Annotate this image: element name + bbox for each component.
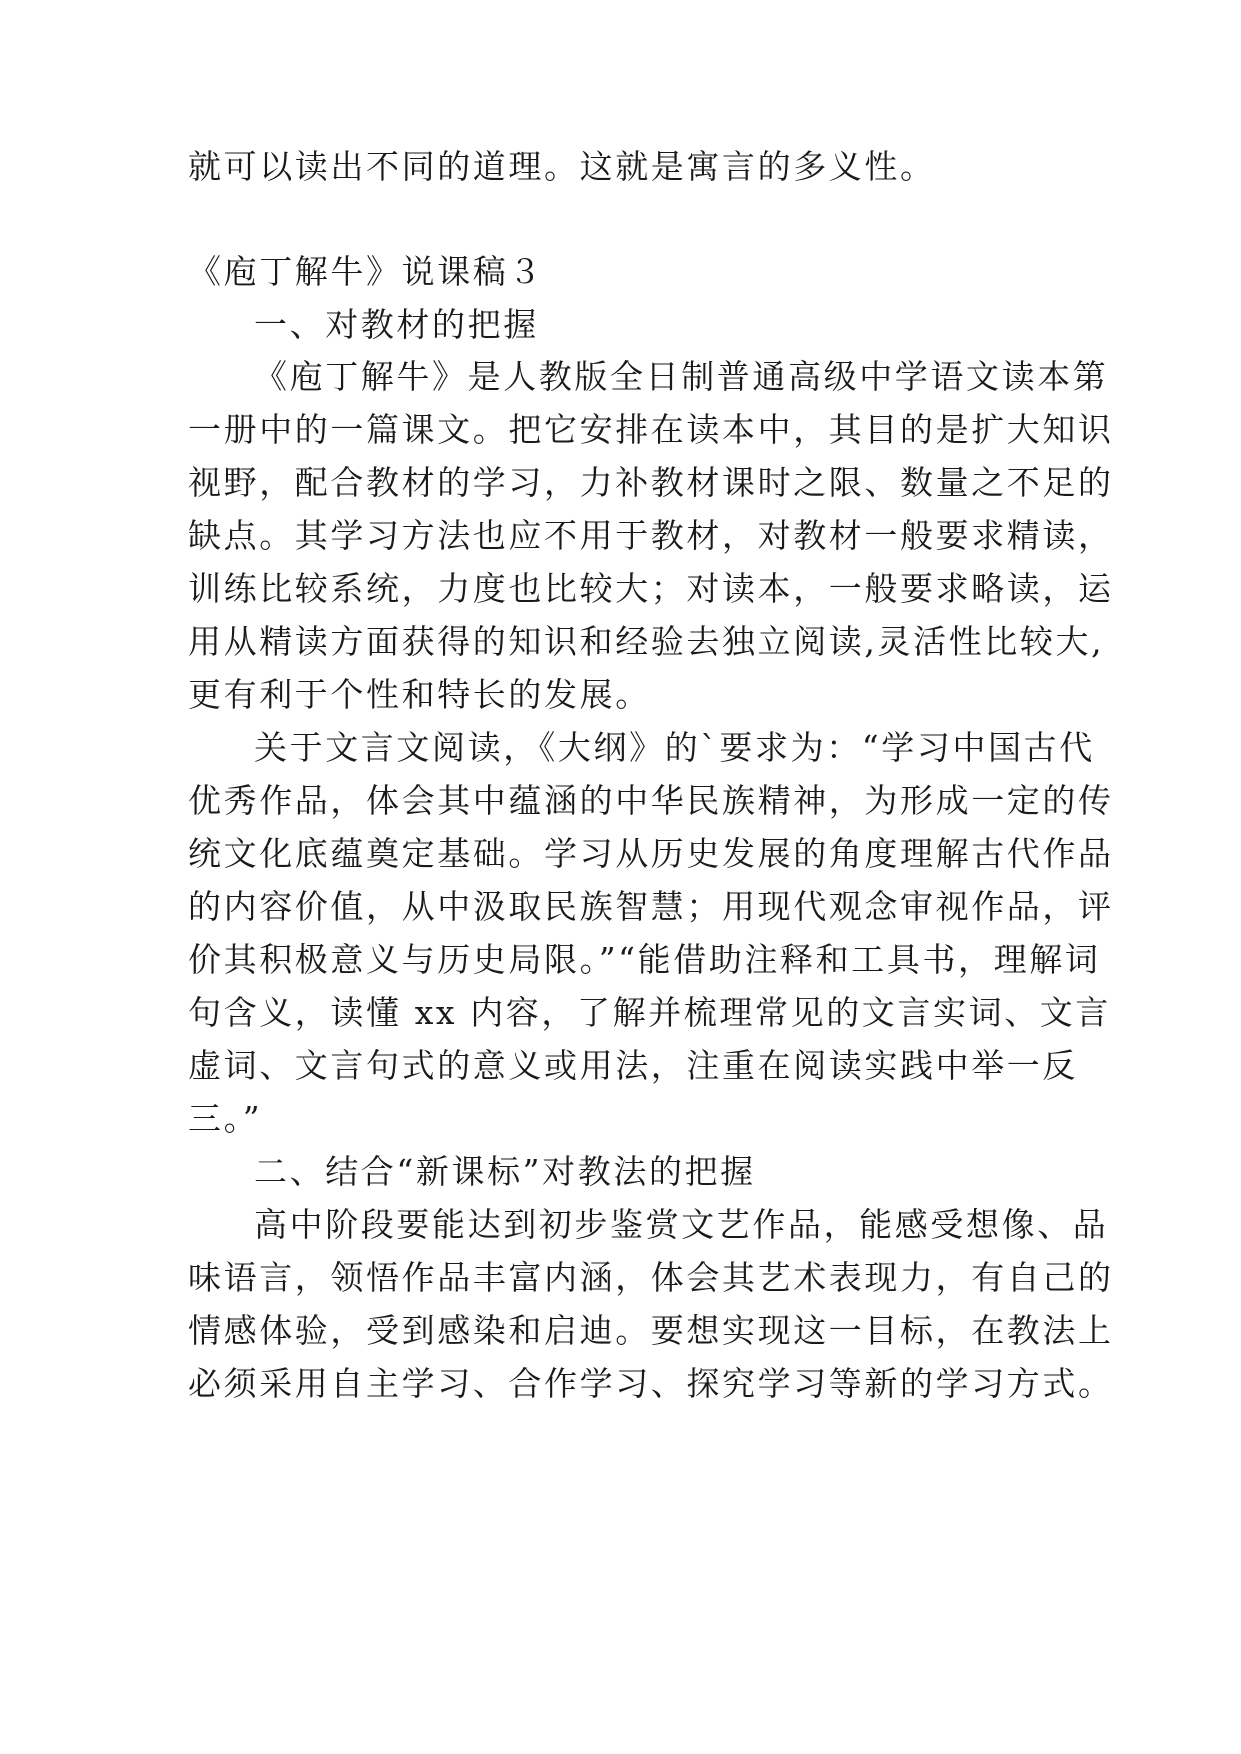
paragraph-line: 味语言，领悟作品丰富内涵，体会其艺术表现力，有自己的 (188, 1258, 1114, 1297)
paragraph-line: 的内容价值，从中汲取民族智慧；用现代观念审视作品，评 (188, 887, 1114, 926)
paragraph-line: 统文化底蕴奠定基础。学习从历史发展的角度理解古代作品 (188, 834, 1114, 873)
section-heading-2: 二、结合“新课标”对教法的把握 (254, 1152, 756, 1191)
paragraph-line: 关于文言文阅读，《大纲》的`要求为：“学习中国古代 (254, 728, 1095, 767)
section-heading-1: 一、对教材的把握 (254, 305, 539, 344)
paragraph-line: 一册中的一篇课文。把它安排在读本中，其目的是扩大知识 (188, 410, 1114, 449)
paragraph-line: 训练比较系统，力度也比较大；对读本，一般要求略读，运 (188, 569, 1114, 608)
paragraph-line: 就可以读出不同的道理。这就是寓言的多义性。 (188, 147, 936, 186)
paragraph-line: 缺点。其学习方法也应不用于教材，对教材一般要求精读， (188, 516, 1114, 555)
paragraph-line: 用从精读方面获得的知识和经验去独立阅读,灵活性比较大, (188, 622, 1105, 661)
paragraph-line: 句含义，读懂 xx 内容，了解并梳理常见的文言实词、文言 (188, 993, 1112, 1032)
paragraph-line: 更有利于个性和特长的发展。 (188, 675, 651, 714)
paragraph-line: 三。” (188, 1099, 263, 1138)
paragraph-line: 虚词、文言句式的意义或用法，注重在阅读实践中举一反 (188, 1046, 1078, 1085)
paragraph-line: 视野，配合教材的学习，力补教材课时之限、数量之不足的 (188, 463, 1114, 502)
section-title: 《庖丁解牛》说课稿３ (188, 252, 544, 291)
paragraph-line: 价其积极意义与历史局限。”“能借助注释和工具书，理解词 (188, 940, 1101, 979)
paragraph-line: 必须采用自主学习、合作学习、探究学习等新的学习方式。 (188, 1364, 1114, 1403)
paragraph-line: 优秀作品，体会其中蕴涵的中华民族精神，为形成一定的传 (188, 781, 1114, 820)
paragraph-line: 情感体验，受到感染和启迪。要想实现这一目标，在教法上 (188, 1311, 1114, 1350)
paragraph-line: 《庖丁解牛》是人教版全日制普通高级中学语文读本第 (254, 357, 1109, 396)
paragraph-line: 高中阶段要能达到初步鉴赏文艺作品，能感受想像、品 (254, 1205, 1109, 1244)
